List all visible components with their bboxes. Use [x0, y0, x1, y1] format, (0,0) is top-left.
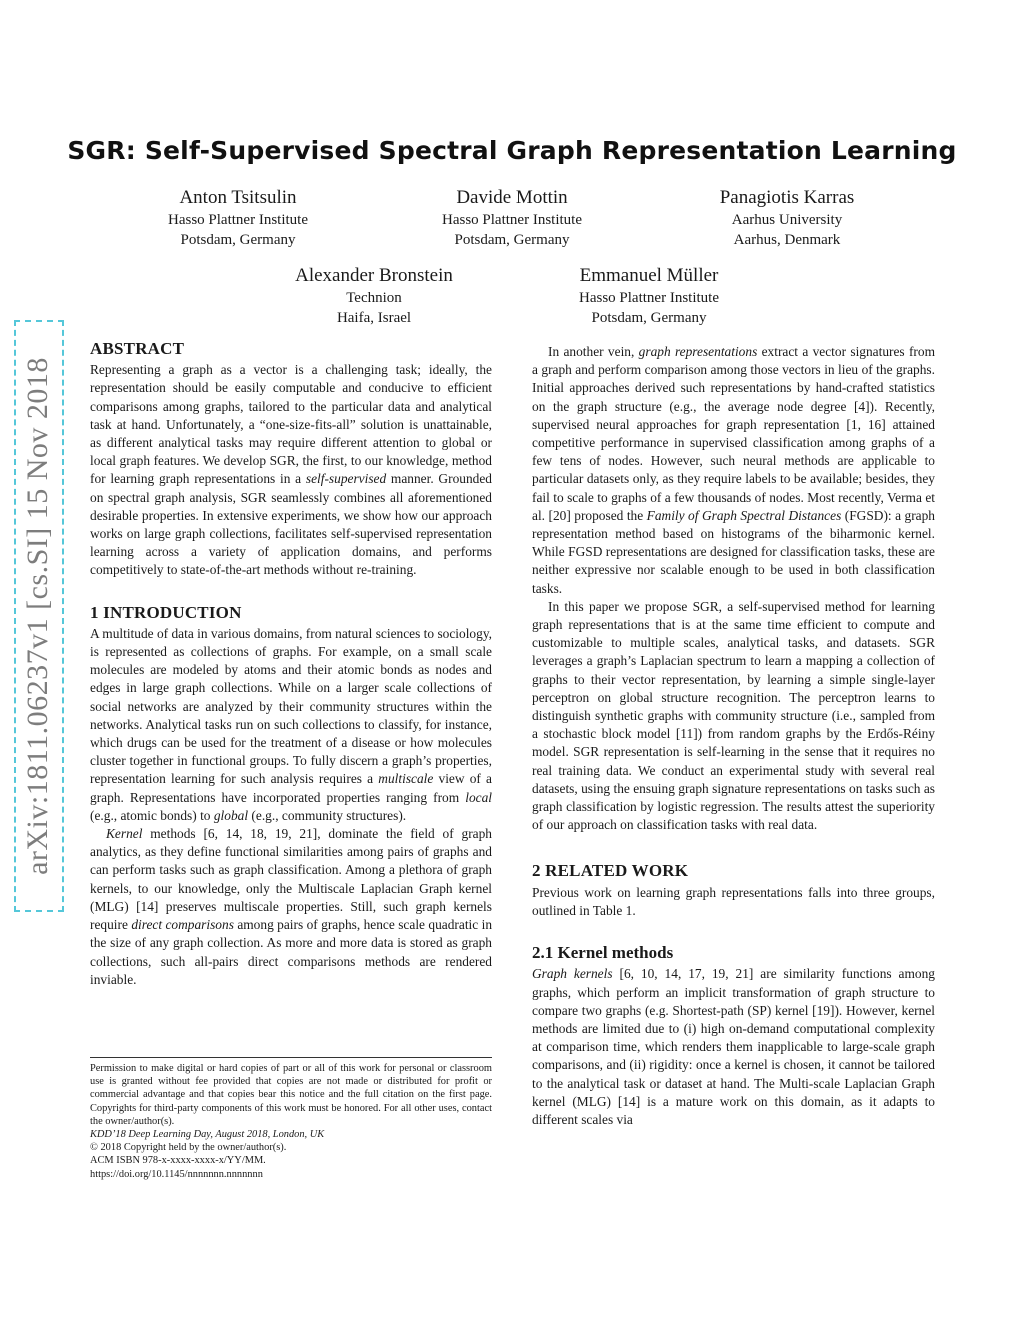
intro-text: (e.g., community structures).	[248, 807, 407, 823]
kernel-methods-heading: 2.1 Kernel methods	[532, 943, 674, 963]
author-affiliation: Hasso Plattner Institute	[442, 212, 582, 228]
body-emphasis: graph representations	[638, 344, 758, 359]
body-text: extract a vector signatures from a graph and perform comparison among those vectors in lieu of the graphs. Initial approaches derived such representations by hand-crafted statistics on the graph structure (e.g., the average node degree [4]). Recently, supervised neural approaches for graph representation [1, 16] attained competitive performance in supervised classification among graphs of a few tens of nodes. However, such neural methods are applicable to particular datasets only, as they require labels to be available; besides, they fail to scale to graphs of a few thousands of nodes. Most recently, Verma et al. [20] proposed the	[532, 344, 935, 523]
author-affiliation: Hasso Plattner Institute	[579, 290, 719, 306]
abstract-text-part: Representing a graph as a vector is a challenging task; ideally, the representation should be easily computable and conducive to efficient comparisons among graphs, tailored to the particular data and analytical task at hand. Unfortunately, a “one-size-fits-all” solution is unattainable, as different analytical tasks may require different attention to global or local graph features. We develop SGR, the first, to our knowledge, method for learning graph representations in a	[90, 362, 492, 487]
author-name: Anton Tsitsulin	[179, 187, 297, 208]
proposal-paragraph: In this paper we propose SGR, a self-supervised method for learning graph representations that is at the same time efficient to compute and customizable to multiple scales, analytical tasks, and datasets. SGR leverages a graph’s Laplacian spectrum to learn a mapping a collection of graphs to their vector representation, by learning a simple single-layer perceptron on global structure recognition. The perceptron learns to distinguish synthetic graphs with community structure (i.e., sampled from a stochastic block model [11]) from random graphs by the Erdős-Réiny model. SGR representation is self-learning in the sense that it requires no real training data. We conduct an experimental study with several real datasets, using the ensuing graph signature representations on tasks such as graph classification by logistic regression. The results attest the superiority of our approach on classification tasks with real data.	[532, 598, 935, 833]
author-affiliation: Aarhus University	[731, 212, 843, 228]
copyright-line: © 2018 Copyright held by the owner/author(s).	[90, 1142, 287, 1154]
related-work-text: Previous work on learning graph representations falls into three groups, outlined in Table 1.	[532, 884, 935, 918]
author-affiliation: Technion	[346, 290, 402, 306]
author-block	[244, 264, 504, 328]
graph-representations-paragraph	[532, 343, 935, 598]
author-location: Haifa, Israel	[336, 310, 412, 326]
isbn-line: ACM ISBN 978-x-xxxx-xxxx-x/YY/MM.	[90, 1155, 266, 1167]
venue-line: KDD’18 Deep Learning Day, August 2018, London, UK	[90, 1129, 325, 1141]
body-emphasis: Graph kernels	[532, 966, 613, 982]
introduction-heading: 1 INTRODUCTION	[90, 602, 242, 622]
abstract-emphasis: self-supervised	[305, 471, 387, 487]
left-column	[90, 340, 492, 989]
intro-text: methods [6, 14, 18, 19, 21], dominate the field of graph analytics, as they define functional similarities among pairs of graphs and can perform tasks such as graph classification. Among a plethora of graph kernels, to our knowledge, only the Multiscale Laplacian Graph kernel (MLG) [14] preserves multiscale properties. Still, such graph kernels require	[90, 826, 492, 933]
author-name: Panagiotis Karras	[719, 187, 855, 208]
copyright-footnote	[90, 1057, 492, 1181]
intro-text: among pairs of graphs, hence scale quadratic in the size of any graph collection. As more and more data is stored as graph collections, such all-pairs direct comparisons methods are rendered inviable.	[90, 917, 493, 987]
body-emphasis: Family of Graph Spectral Distances	[646, 507, 842, 523]
intro-paragraph-2	[90, 825, 492, 989]
author-name: Alexander Bronstein	[295, 265, 453, 286]
author-block	[108, 186, 368, 250]
intro-paragraph-1	[90, 625, 492, 825]
intro-emphasis: Kernel	[106, 826, 143, 842]
author-location: Aarhus, Denmark	[733, 232, 841, 248]
author-block	[519, 264, 779, 328]
author-block	[382, 186, 642, 250]
author-name: Davide Mottin	[456, 187, 568, 208]
paper-title: SGR: Self-Supervised Spectral Graph Representation Learning	[67, 136, 957, 165]
author-location: Potsdam, Germany	[454, 232, 570, 248]
abstract-text-part: manner. Grounded on spectral graph analysis, SGR seamlessly combines all aforementioned desirable properties. In extensive experiments, we show how our approach works on large graph collections, facilitates self-supervised representation learning across a variety of application domains, and performs competitively to state-of-the-art methods without re-training.	[90, 471, 492, 578]
related-work-heading: 2 RELATED WORK	[532, 861, 689, 881]
intro-text: A multitude of data in various domains, from natural sciences to sociology, is represented as collections of graphs. For example, on a small scale molecules are modeled by atoms and their atomic bonds as nodes and edges in large graph collections. While on a larger scale collections of social networks are analyzed by their community structures within the networks. Analytical tasks run on such collections to classify, for instance, which drugs can be used for the treatment of a disease or how molecules cluster together in functional groups. To fully discern a graph’s properties, representation learning for such analysis requires a	[90, 625, 492, 787]
author-name: Emmanuel Müller	[579, 265, 719, 286]
permission-notice: Permission to make digital or hard copies of part or all of this work for personal or classroom use is granted without fee provided that copies are not made or distributed for profit or commercial advantage and that copies bear this notice and the full citation on the first page. Copyrights for third-party components of this work must be honored. For all other uses, contact the owner/author(s).	[90, 1063, 492, 1127]
intro-emphasis: direct comparisons	[131, 917, 234, 933]
doi-line: https://doi.org/10.1145/nnnnnnn.nnnnnnn	[90, 1168, 263, 1180]
right-column	[532, 343, 935, 1129]
kernel-methods-text	[532, 965, 935, 1129]
abstract-text	[90, 361, 492, 579]
body-text: In another vein,	[548, 344, 639, 359]
body-text: (FGSD): a graph representation method based on histograms of the biharmonic kernel. While FGSD representations are designed for classification tasks, these are neither expressive nor scalable enough to be used in both classification tasks.	[532, 507, 935, 596]
arxiv-identifier: arXiv:1811.06237v1 [cs.SI] 15 Nov 2018	[21, 357, 54, 875]
body-text: [6, 10, 14, 17, 19, 21] are similarity functions among graphs, which perform an implicit transformation of graph structure to compare two graphs (e.g. Shortest-path (SP) kernel [19]). However, kernel methods are limited due to (i) high on-demand computational complexity at comparison time, which renders them inapplicable to large-scale graph comparisons, and (ii) rigidity: once a kernel is chosen, it cannot be tailored to the analytical task or dataset at hand. The Multi-scale Laplacian Graph kernel (MLG) [14] is a mature work on this domain, as it adapts to different scales via	[532, 966, 935, 1127]
intro-text: view of a graph. Representations have incorporated properties ranging from	[90, 771, 492, 805]
author-location: Potsdam, Germany	[180, 232, 296, 248]
intro-emphasis: global	[213, 807, 249, 823]
author-block	[657, 186, 917, 250]
author-affiliation: Hasso Plattner Institute	[168, 212, 308, 228]
intro-emphasis: multiscale	[378, 771, 434, 787]
author-location: Potsdam, Germany	[591, 310, 707, 326]
abstract-heading: ABSTRACT	[90, 339, 185, 358]
intro-text: (e.g., atomic bonds) to	[90, 807, 214, 823]
intro-emphasis: local	[465, 789, 492, 805]
